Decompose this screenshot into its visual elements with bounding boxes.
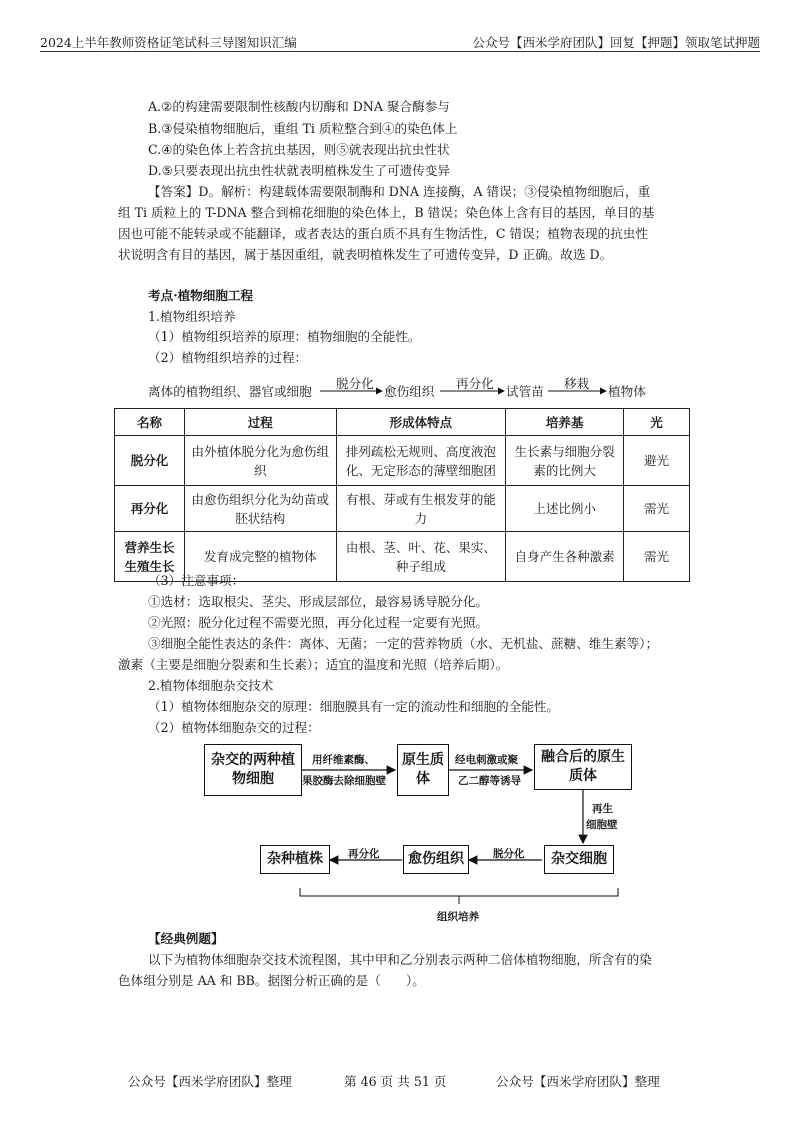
flow-box-callus: 愈伤组织 xyxy=(403,845,469,874)
table-header: 光 xyxy=(624,409,690,436)
example-title: 【经典例题】 xyxy=(148,931,224,946)
note-2: ②光照：脱分化过程不需要光照，再分化过程一定要有光照。 xyxy=(148,615,489,630)
process-mid2: 试管苗 xyxy=(506,384,544,399)
flow-label-2a: 经电刺激或聚 xyxy=(455,754,518,766)
note-1: ①选材：选取根尖、茎尖、形成层部位，最容易诱导脱分化。 xyxy=(148,594,489,609)
table-cell-light: 需光 xyxy=(624,532,690,582)
header-left: 2024上半年教师资格证笔试科三导图知识汇编 xyxy=(40,35,297,50)
flow-label-1b: 果胶酶去除细胞壁 xyxy=(302,775,386,787)
note-3a: ③细胞全能性表达的条件：离体、无菌；一定的营养物质（水、无机盐、蔗糖、维生素等）； xyxy=(148,636,659,651)
notes-title: （3）注意事项： xyxy=(148,573,245,588)
table-cell-process: 由愈伤组织分化为幼苗或胚状结构 xyxy=(184,486,336,532)
sub2-title: 2.植物体细胞杂交技术 xyxy=(148,678,274,693)
table-header: 过程 xyxy=(184,409,336,436)
flow-label-2b: 乙二醇等诱导 xyxy=(458,775,521,787)
table-cell-feature: 有根、芽或有生根发芽的能力 xyxy=(336,486,506,532)
process-end: 植物体 xyxy=(608,384,646,399)
answer-line-2: 组 Ti 质粒上的 T-DNA 整合到棉花细胞的染色体上，B 错误；染色体上含有目的基因，单目的基 xyxy=(118,205,655,220)
process-arrow1-label: 脱分化 xyxy=(336,376,374,391)
flow-label-3b: 细胞壁 xyxy=(586,819,618,831)
flow-box-protoplast: 原生质体 xyxy=(397,744,449,796)
option-c: C.④的染色体上若含抗虫基因，则⑤就表现出抗虫性状 xyxy=(148,142,450,157)
table-cell-light: 需光 xyxy=(624,486,690,532)
example-line-1: 以下为植物体细胞杂交技术流程图，其中甲和乙分别表示两种二倍体植物细胞，所含有的染 xyxy=(148,952,652,967)
table-cell-name: 脱分化 xyxy=(115,436,185,486)
table-cell-medium: 自身产生各种激素 xyxy=(506,532,624,582)
table-cell-process: 由外植体脱分化为愈伤组织 xyxy=(184,436,336,486)
process-arrow2-label: 再分化 xyxy=(456,376,494,391)
answer-line-1: 【答案】D。解析：构建载体需要限制酶和 DNA 连接酶，A 错误；③侵染植物细胞后，重 xyxy=(148,184,651,199)
answer-line-3: 因也可能不能转录或不能翻译，或者表达的蛋白质不具有生物活性，C 错误；植物表现的抗虫性 xyxy=(118,226,648,241)
process-arrow3-label: 移栽 xyxy=(564,376,590,391)
flow-box-hybrid-cell: 杂交细胞 xyxy=(544,845,614,874)
footer-right: 公众号【西米学府团队】整理 xyxy=(496,1074,660,1089)
flow-box-hybrid-plant: 杂种植株 xyxy=(260,845,330,874)
sub1-title: 1.植物组织培养 xyxy=(148,309,236,324)
table-cell-medium: 生长素与细胞分裂素的比例大 xyxy=(506,436,624,486)
section-title: 考点·植物细胞工程 xyxy=(148,288,254,303)
footer-left: 公众号【西米学府团队】整理 xyxy=(128,1074,292,1089)
option-a: A.②的构建需要限制性核酸内切酶和 DNA 聚合酶参与 xyxy=(148,99,450,114)
example-line-2: 色体组分别是 AA 和 BB。据图分析正确的是（ ）。 xyxy=(118,973,425,988)
answer-line-4: 状说明含有目的基因，属于基因重组，就表明植株发生了可遗传变异，D 正确。故选 D。 xyxy=(118,247,613,262)
table-cell-light: 避光 xyxy=(624,436,690,486)
sub1-principle: （1）植物组织培养的原理：植物细胞的全能性。 xyxy=(148,329,421,344)
note-3b: 激素（主要是细胞分裂素和生长素）；适宜的温度和光照（培养后期）。 xyxy=(118,657,509,672)
flow-label-5: 再分化 xyxy=(348,848,380,860)
table-header: 形成体特点 xyxy=(336,409,506,436)
flow-label-bracket: 组织培养 xyxy=(437,911,479,923)
table-cell-feature: 排列疏松无规则、高度液泡化、无定形态的薄壁细胞团 xyxy=(336,436,506,486)
table-cell-name: 营养生长生殖生长 xyxy=(115,532,185,582)
footer-page-number: 第 46 页 共 51 页 xyxy=(344,1074,447,1089)
table-cell-process: 发育成完整的植物体 xyxy=(184,532,336,582)
table-cell-medium: 上述比例小 xyxy=(506,486,624,532)
flow-box-fused-protoplast: 融合后的原生质体 xyxy=(534,744,632,790)
option-d: D.⑤只要表现出抗虫性状就表明植株发生了可遗传变异 xyxy=(148,163,451,178)
tissue-culture-bracket xyxy=(300,888,618,896)
sub2-process-title: （2）植物体细胞杂交的过程： xyxy=(148,720,320,735)
flow-label-1a: 用纤维素酶、 xyxy=(312,754,375,766)
sub1-process-title: （2）植物组织培养的过程： xyxy=(148,350,308,365)
table-header: 培养基 xyxy=(506,409,624,436)
flow-box-parent-cells: 杂交的两种植物细胞 xyxy=(204,744,302,796)
table-cell-name: 再分化 xyxy=(115,486,185,532)
option-b: B.③侵染植物细胞后，重组 Ti 质粒整合到④的染色体上 xyxy=(148,121,458,136)
flow-label-3a: 再生 xyxy=(592,803,613,815)
table-cell-feature: 由根、茎、叶、花、果实、种子组成 xyxy=(336,532,506,582)
sub2-principle: （1）植物体细胞杂交的原理：细胞膜具有一定的流动性和细胞的全能性。 xyxy=(148,699,560,714)
table-header: 名称 xyxy=(115,409,185,436)
process-start: 离体的植物组织、器官或细胞 xyxy=(148,384,312,399)
flow-label-4: 脱分化 xyxy=(493,848,525,860)
header-right: 公众号【西米学府团队】回复【押题】领取笔试押题 xyxy=(472,35,760,50)
process-mid1: 愈伤组织 xyxy=(384,384,435,399)
